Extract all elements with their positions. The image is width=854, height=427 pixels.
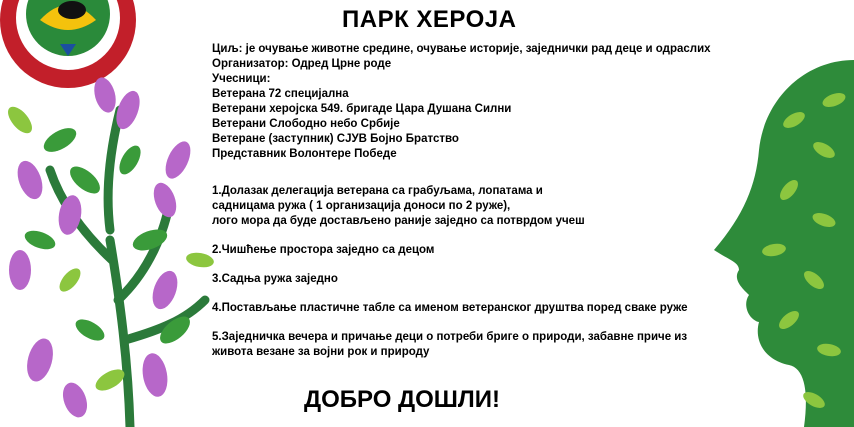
organizer-text: Организатор: Одред Црне роде (212, 58, 392, 70)
step-item: 5.Заједничка вечера и причање деци о потреби бриге о природи, забавне приче из живота везане за војни рок и природу (212, 331, 688, 358)
participants-label: Учесници: (212, 73, 271, 85)
info-block (212, 42, 752, 162)
lilac-tree-illustration (0, 0, 230, 427)
participant-item: Ветерана 72 специјална (212, 88, 349, 100)
left-decoration (0, 0, 230, 427)
participant-item: Представник Волонтере Победе (212, 148, 397, 160)
scout-logo (0, 0, 136, 88)
goal-text: Циљ: је очување животне средине, очување историје, заједнички рад деце и одраслих (212, 43, 711, 55)
participant-item: Ветеране (заступник) СЈУВ Бојно Братство (212, 133, 459, 145)
step-item: 2.Чишћење простора заједно са децом (212, 244, 435, 256)
welcome-heading: ДОБРО ДОШЛИ! (304, 386, 501, 413)
participant-item: Ветерани Слободно небо Србије (212, 118, 400, 130)
page-title: ПАРК ХЕРОЈА (342, 6, 517, 33)
participant-item: Ветерани херојска 549. бригаде Цара Душана Силни (212, 103, 512, 115)
step-item: 4.Постављање пластичне табле са именом ветеранског друштва поред сваке руже (212, 302, 688, 314)
step-item: 1.Долазак делегација ветерана са грабуљама, лопатама и садницама ружа ( 1 организација доноси по 2 руже), лого мора да буде достављено раније заједно са потврдом учеш (212, 185, 585, 227)
step-item: 3.Садња ружа заједно (212, 273, 338, 285)
steps-list (212, 184, 752, 374)
